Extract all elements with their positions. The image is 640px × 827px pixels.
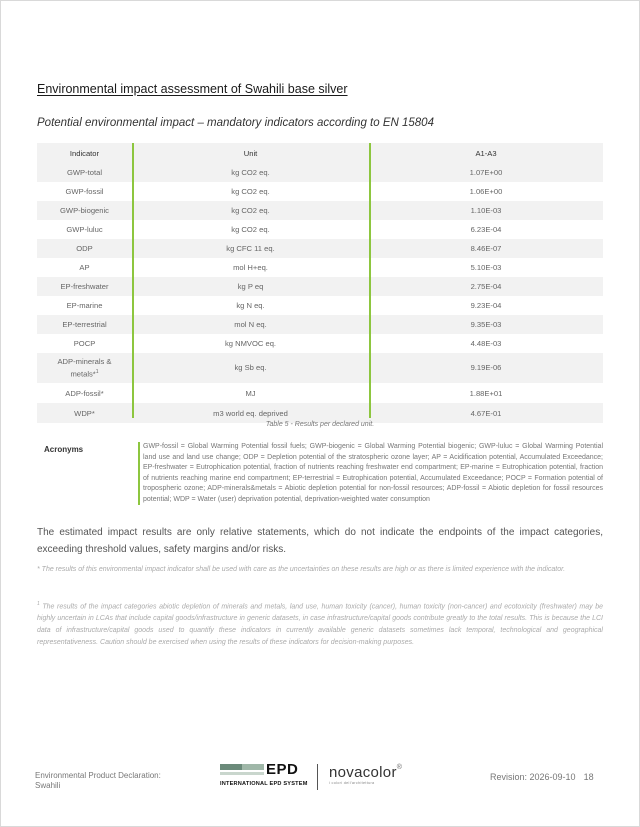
indicator-cell: AP: [37, 258, 132, 277]
novacolor-logo: [329, 764, 402, 785]
table-row: [37, 239, 603, 258]
unit-cell: kg NMVOC eq.: [132, 334, 369, 353]
value-cell: 9.35E-03: [369, 315, 603, 334]
unit-cell: kg CO2 eq.: [132, 182, 369, 201]
epd-logo-bar: [220, 772, 264, 775]
unit-cell: kg P eq: [132, 277, 369, 296]
novacolor-logo-text: novacolor: [329, 764, 397, 781]
footnote-1: [37, 598, 603, 649]
epd-logo-bar: [220, 764, 242, 770]
table-row: [37, 315, 603, 334]
indicator-cell: EP-terrestrial: [37, 315, 132, 334]
unit-cell: kg Sb eq.: [132, 353, 369, 383]
footnote-mark: 1: [37, 601, 40, 607]
column-divider: [132, 143, 134, 418]
indicator-cell: EP-marine: [37, 296, 132, 315]
unit-cell: kg N eq.: [132, 296, 369, 315]
table-row: [37, 277, 603, 296]
indicator-cell: EP-freshwater: [37, 277, 132, 296]
value-cell: 9.23E-04: [369, 296, 603, 315]
footer-doc-line-2: Swahili: [35, 781, 61, 790]
value-cell: 5.10E-03: [369, 258, 603, 277]
value-cell: 8.46E-07: [369, 239, 603, 258]
footer-revision: [490, 772, 594, 782]
table-row: [37, 201, 603, 220]
revision-date: Revision: 2026-09-10: [490, 772, 576, 782]
footnote-star: * The results of this environmental impact indicator shall be used with care as the uncertainties on these results are high or as there is limited experience with the indicator.: [37, 566, 566, 573]
table-row: [37, 296, 603, 315]
epd-logo-bar: [242, 764, 264, 770]
footnote-1-text: The results of the impact categories abiotic depletion of minerals and metals, land use, human toxicity (cancer), human toxicity (non-cancer) and ecotoxicity (freshwater) may be highly uncertain in LCAs that include capital goods/infrastructure in generic datasets, in case infrastructure/capital goods contribute greatly to the total results. This is because the LCI data of infrastructure/capital goods used to quantify these indicators in currently available generic datasets sometimes lack temporal, technological and geographical representativeness. Caution should be exercised when using the results of these indicators for decision-making purposes.: [37, 603, 603, 647]
unit-cell: kg CO2 eq.: [132, 163, 369, 182]
footer-doc-line-1: Environmental Product Declaration:: [35, 771, 161, 780]
logo-divider: [317, 764, 318, 790]
header-unit: Unit: [132, 143, 369, 163]
table-row: [37, 220, 603, 239]
registered-mark: ®: [396, 764, 402, 771]
acronyms-text: GWP-fossil = Global Warming Potential fossil fuels; GWP-biogenic = Global Warming Potential biogenic; GWP-luluc = Global Warming Potential land use and land use change; ODP = Depletion potential of the stratospheric ozone layer; AP = Acidification potential, Accumulated Exceedance; EP-freshwater = Eutrophication potential, fraction of nutrients reaching freshwater end compartment; EP-marine = Eutrophication potential, fraction of nutrients reaching marine end compartment; EP-terrestrial = Eutrophication potential, Accumulated Exceedance; POCP = Formation potential of tropospheric ozone; ADP-minerals&metals = Abiotic depletion potential for non-fossil resources; ADP-fossil = Abiotic depletion for fossil resources potential; WDP = Water (user) deprivation potential, deprivation-weighted water consumption: [138, 442, 603, 505]
table-row: [37, 383, 603, 403]
acronyms-label: Acronyms: [44, 445, 84, 454]
unit-cell: mol N eq.: [132, 315, 369, 334]
body-paragraph: The estimated impact results are only relative statements, which do not indicate the endpoints of the impact categories, exceeding threshold values, safety margins and/or risks.: [37, 527, 603, 555]
value-cell: 1.10E-03: [369, 201, 603, 220]
unit-cell: kg CFC 11 eq.: [132, 239, 369, 258]
header-indicator: Indicator: [37, 143, 132, 163]
table-row: [37, 353, 603, 383]
value-cell: 4.48E-03: [369, 334, 603, 353]
footer-doc-title: [35, 771, 161, 791]
value-cell: 4.67E-01: [369, 403, 603, 423]
header-a1-a3: A1-A3: [369, 143, 603, 163]
table-row: [37, 403, 603, 423]
value-cell: 1.07E+00: [369, 163, 603, 182]
unit-cell: MJ: [132, 383, 369, 403]
table-caption: Table 5 - Results per declared unit.: [265, 421, 375, 428]
table-row: [37, 182, 603, 201]
value-cell: 1.06E+00: [369, 182, 603, 201]
indicator-cell: WDP*: [37, 403, 132, 423]
epd-logo: [220, 762, 310, 790]
table-row: [37, 163, 603, 182]
indicator-cell: ODP: [37, 239, 132, 258]
epd-logo-text: EPD: [266, 761, 299, 778]
unit-cell: mol H+eq.: [132, 258, 369, 277]
section-subtitle: Potential environmental impact – mandatory indicators according to EN 15804: [37, 117, 434, 129]
indicator-cell: GWP-fossil: [37, 182, 132, 201]
section-title: Environmental impact assessment of Swahili base silver: [37, 82, 348, 96]
indicator-cell: GWP-total: [37, 163, 132, 182]
novacolor-tagline: i colori dell'architettura: [329, 781, 375, 785]
indicator-cell: ADP-fossil*: [37, 383, 132, 403]
page-number: 18: [583, 772, 594, 782]
unit-cell: m3 world eq. deprived: [132, 403, 369, 423]
table-row: [37, 334, 603, 353]
indicator-cell: GWP-luluc: [37, 220, 132, 239]
footnote-ref: 1: [95, 368, 99, 375]
indicator-cell: [37, 353, 132, 383]
indicators-table: [37, 143, 603, 423]
indicator-line-2: metals*: [70, 369, 96, 379]
table-row: [37, 258, 603, 277]
value-cell: 2.75E-04: [369, 277, 603, 296]
unit-cell: kg CO2 eq.: [132, 220, 369, 239]
epd-logo-subtext: INTERNATIONAL EPD SYSTEM: [220, 781, 308, 787]
indicator-cell: GWP-biogenic: [37, 201, 132, 220]
value-cell: 6.23E-04: [369, 220, 603, 239]
table-header-row: [37, 143, 603, 163]
value-cell: 1.88E+01: [369, 383, 603, 403]
indicator-cell: POCP: [37, 334, 132, 353]
unit-cell: kg CO2 eq.: [132, 201, 369, 220]
column-divider: [369, 143, 371, 418]
indicator-line-1: ADP-minerals &: [57, 356, 112, 366]
value-cell: 9.19E-06: [369, 353, 603, 383]
